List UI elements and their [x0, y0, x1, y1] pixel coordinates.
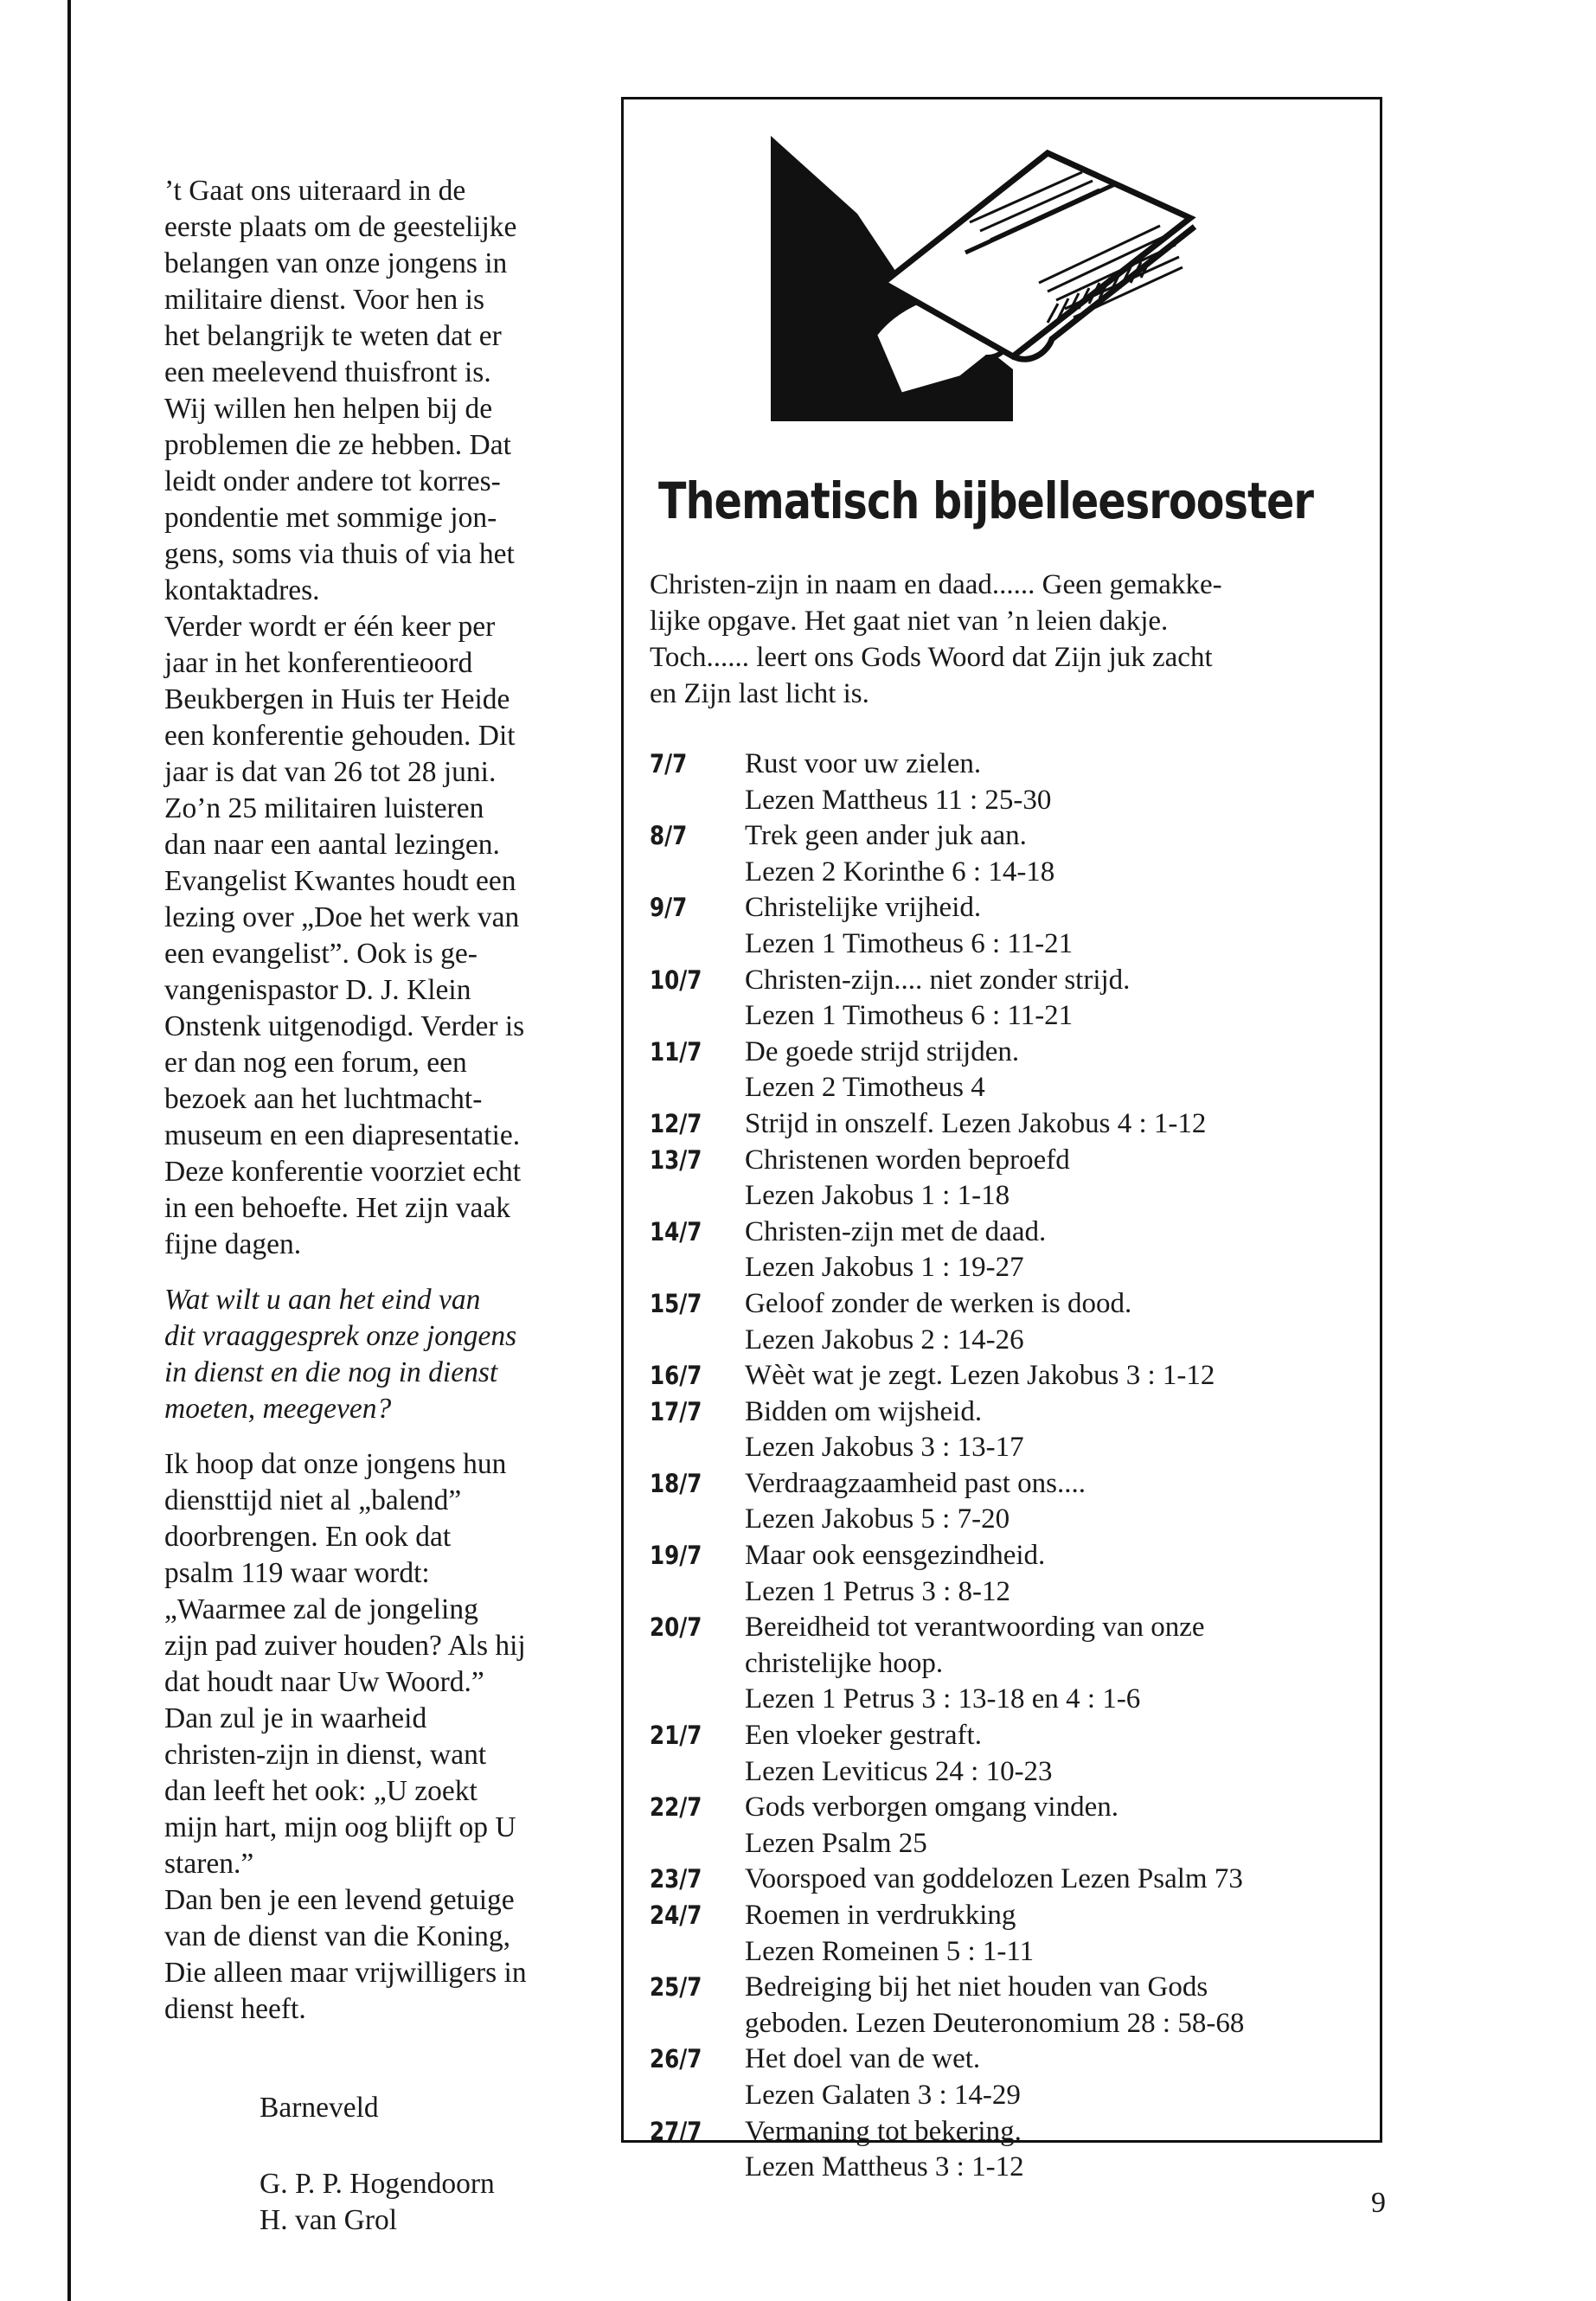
page-number: 9 [1371, 2187, 1386, 2219]
entry-date: 18/7 [650, 1468, 702, 1498]
interview-column [164, 173, 580, 2239]
schedule-entry [650, 1610, 1368, 1718]
schedule-entry [650, 1790, 1368, 1862]
entry-text: Christen-zijn met de daad. Lezen Jakobus 1 : 19-27 [745, 1215, 1047, 1284]
entry-text: Christen-zijn.... niet zonder strijd. Lezen 1 Timotheus 6 : 11-21 [745, 964, 1131, 1032]
entry-text: Christelijke vrijheid. Lezen 1 Timotheus 6 : 11-21 [745, 892, 1074, 959]
entry-text: Een vloeker gestraft. Lezen Leviticus 24 : 10-23 [745, 1720, 1053, 1787]
open-bible-hand-illustration [753, 119, 1221, 465]
schedule-entry [650, 818, 1368, 890]
schedule-entry [650, 890, 1368, 962]
entry-date: 10/7 [650, 965, 702, 995]
entry-date: 26/7 [650, 2044, 702, 2074]
entry-text: Rust voor uw zielen. Lezen Mattheus 11 : 25-30 [745, 748, 1052, 816]
schedule-entry [650, 1898, 1368, 1970]
entry-date: 25/7 [650, 1972, 702, 2003]
entry-date: 27/7 [650, 2116, 702, 2146]
entry-date: 23/7 [650, 1864, 702, 1894]
paragraph-2: Verder wordt er één keer per jaar in het konferentieoord Beukbergen in Huis ter Heide een konferentie gehouden. Dit jaar is dat van 26 tot 28 juni. Zo’n 25 militairen luisteren dan naar een aantal lezingen. Evangelist Kwantes houdt een lezing over „Doe het werk van een evangelist”. Ook is ge- vangenispastor D. J. Klein Onstenk uitgenodigd. Verder is er dan nog een forum, een bezoek aan het luchtmacht- museum en een diapresentatie. Deze konferentie voorziet echt in een behoefte. Het zijn vaak fijne dagen. [164, 611, 525, 1260]
entry-date: 13/7 [650, 1144, 702, 1175]
entry-text: Trek geen ander juk aan. Lezen 2 Korinthe 6 : 14-18 [745, 820, 1055, 888]
entry-text: Geloof zonder de werken is dood. Lezen Jakobus 2 : 14-26 [745, 1287, 1132, 1356]
entry-text: Vermaning tot bekering. Lezen Mattheus 3 : 1-12 [745, 2115, 1024, 2183]
place-name: Barneveld [260, 2092, 379, 2124]
schedule-entry [650, 2114, 1368, 2186]
entry-text: Bereidheid tot verantwoording van onze christelijke hoop. Lezen 1 Petrus 3 : 13-18 en 4 : 1-6 [745, 1612, 1205, 1715]
schedule-entry [650, 1538, 1368, 1610]
schedule-title: Thematisch bijbelleesrooster [658, 471, 1314, 530]
schedule-entry [650, 1718, 1368, 1790]
entry-text: Voorspoed van goddelozen Lezen Psalm 73 [745, 1863, 1243, 1895]
entry-text: Roemen in verdrukking Lezen Romeinen 5 : 1-11 [745, 1900, 1035, 1967]
schedule-entry [650, 1466, 1368, 1538]
entry-date: 15/7 [650, 1288, 702, 1318]
entry-date: 22/7 [650, 1792, 702, 1823]
margin-rule [67, 0, 71, 2301]
entry-date: 9/7 [650, 893, 688, 923]
schedule-list [650, 747, 1368, 2186]
schedule-entry [650, 1143, 1368, 1215]
schedule-entry [650, 1358, 1368, 1394]
entry-text: Verdraagzaamheid past ons.... Lezen Jakobus 5 : 7-20 [745, 1467, 1086, 1535]
entry-date: 20/7 [650, 1612, 702, 1643]
entry-date: 12/7 [650, 1108, 702, 1138]
schedule-intro: Christen-zijn in naam en daad...... Geen gemakke- lijke opgave. Het gaat niet van ’n leien dakje. Toch...... leert ons Gods Woord dat Zijn juk zacht en Zijn last licht is. [650, 569, 1222, 709]
schedule-entry [650, 963, 1368, 1035]
entry-date: 21/7 [650, 1721, 702, 1751]
schedule-entry [650, 1394, 1368, 1466]
entry-text: Wèèt wat je zegt. Lezen Jakobus 3 : 1-12 [745, 1360, 1215, 1392]
entry-date: 11/7 [650, 1036, 702, 1067]
entry-text: Gods verborgen omgang vinden. Lezen Psalm 25 [745, 1791, 1118, 1859]
schedule-entry [650, 1035, 1368, 1106]
entry-date: 14/7 [650, 1216, 702, 1247]
schedule-entry [650, 1286, 1368, 1358]
schedule-entry [650, 1862, 1368, 1898]
interview-question: Wat wilt u aan het eind van dit vraaggesprek onze jongens in dienst en die nog in dienst moeten, meegeven? [164, 1284, 517, 1425]
schedule-entry [650, 747, 1368, 818]
entry-text: Bedreiging bij het niet houden van Gods geboden. Lezen Deuteronomium 28 : 58-68 [745, 1971, 1245, 2039]
entry-text: De goede strijd strijden. Lezen 2 Timotheus 4 [745, 1035, 1020, 1104]
signatures: G. P. P. Hogendoorn H. van Grol [260, 2168, 495, 2236]
interview-answer: Ik hoop dat onze jongens hun diensttijd niet al „balend” doorbrengen. En ook dat psalm 119 waar wordt: „Waarmee zal de jongeling zijn pad zuiver houden? Als hij dat houdt naar Uw Woord.” Dan zul je in waarheid christen-zijn in dienst, want dan leeft het ook: „U zoekt mijn hart, mijn oog blijft op U staren.” Dan ben je een levend getuige van de dienst van die Koning, Die alleen maar vrijwilligers in dienst heeft. [164, 1448, 527, 2025]
entry-date: 19/7 [650, 1541, 702, 1571]
paragraph-1: ’t Gaat ons uiteraard in de eerste plaats om de geestelijke belangen van onze jongens in militaire dienst. Voor hen is het belangrijk te weten dat er een meelevend thuisfront is. Wij willen hen helpen bij de problemen die ze hebben. Dat leidt onder andere tot korres- pondentie met sommige jon- gens, soms via thuis of via het kontaktadres. [164, 175, 517, 606]
entry-text: Maar ook eensgezindheid. Lezen 1 Petrus 3 : 8-12 [745, 1540, 1046, 1607]
entry-date: 16/7 [650, 1361, 702, 1391]
schedule-entry [650, 1106, 1368, 1143]
entry-date: 17/7 [650, 1396, 702, 1426]
schedule-entry [650, 1215, 1368, 1286]
entry-text: Strijd in onszelf. Lezen Jakobus 4 : 1-12 [745, 1107, 1207, 1139]
entry-text: Christenen worden beproefd Lezen Jakobus 1 : 1-18 [745, 1144, 1070, 1212]
entry-text: Bidden om wijsheid. Lezen Jakobus 3 : 13-17 [745, 1395, 1024, 1464]
entry-date: 7/7 [650, 749, 688, 779]
schedule-entry [650, 1970, 1368, 2041]
entry-text: Het doel van de wet. Lezen Galaten 3 : 14-29 [745, 2043, 1021, 2111]
entry-date: 8/7 [650, 821, 688, 851]
schedule-entry [650, 2041, 1368, 2113]
reading-schedule-box [621, 97, 1382, 2183]
entry-date: 24/7 [650, 1900, 702, 1930]
